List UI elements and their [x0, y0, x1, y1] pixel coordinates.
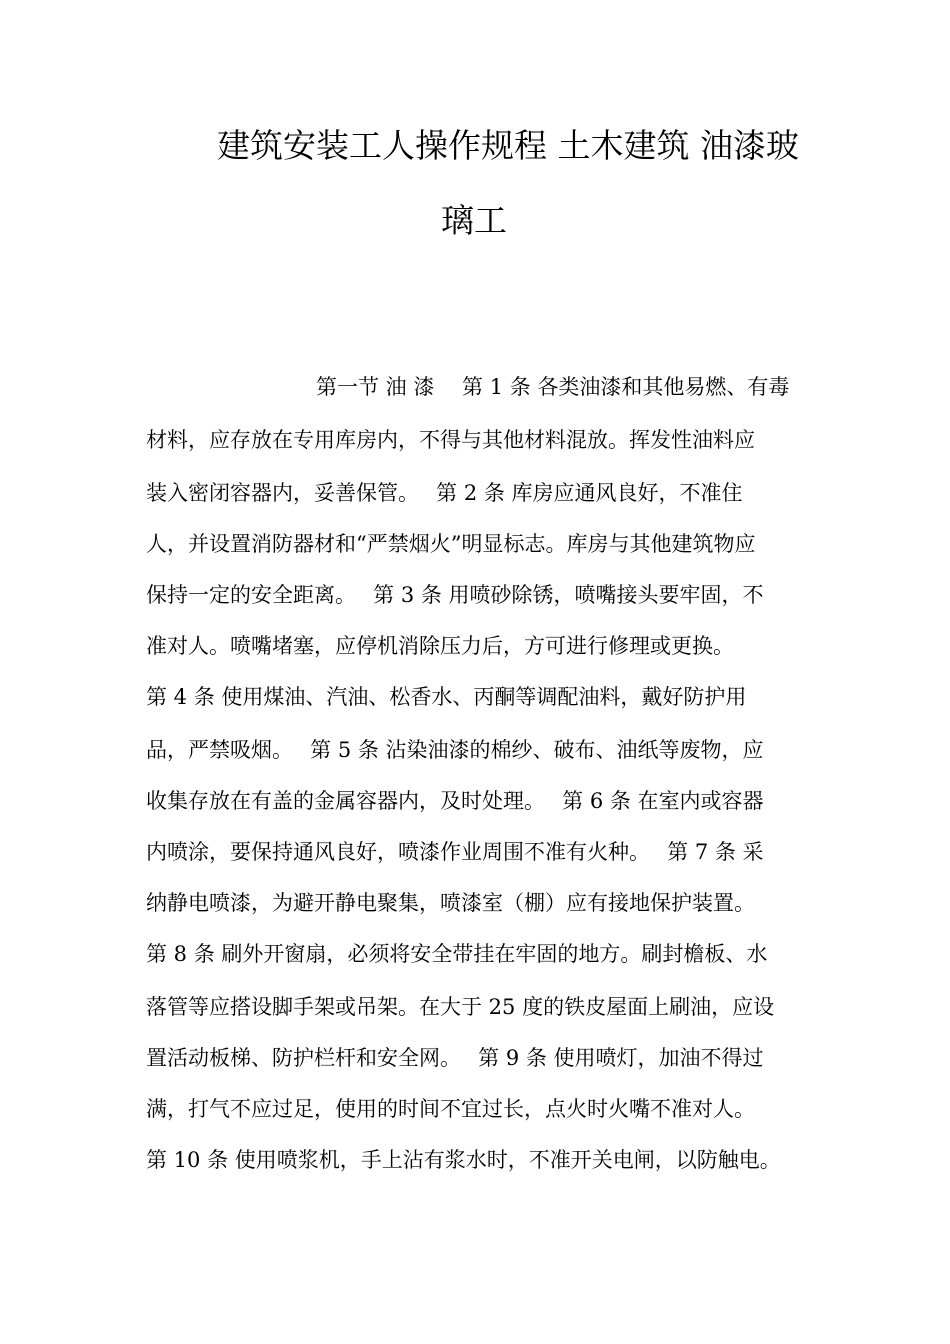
body-line: 第一节 油 漆 第 1 条 各类油漆和其他易燃、有毒 [316, 375, 790, 399]
body-line: 第 8 条 刷外开窗扇，必须将安全带挂在牢固的地方。刷封檐板、水 [146, 942, 768, 966]
body-line: 人，并设置消防器材和“严禁烟火”明显标志。库房与其他建筑物应 [146, 532, 756, 556]
body-line: 内喷涂，要保持通风良好，喷漆作业周围不准有火种。 第 7 条 采 [146, 840, 764, 864]
document-title-line-1: 建筑安装工人操作规程 土木建筑 油漆玻 [217, 126, 799, 165]
document-title-line-2: 璃工 [441, 201, 507, 240]
body-line: 第 10 条 使用喷浆机，手上沾有浆水时，不准开关电闸，以防触电。 [146, 1148, 781, 1172]
body-line: 品，严禁吸烟。 第 5 条 沾染油漆的棉纱、破布、油纸等废物，应 [146, 738, 764, 762]
body-line: 装入密闭容器内，妥善保管。 第 2 条 库房应通风良好，不准住 [146, 481, 743, 505]
body-line: 准对人。喷嘴堵塞，应停机消除压力后，方可进行修理或更换。 [146, 634, 734, 658]
body-line: 满，打气不应过足，使用的时间不宜过长，点火时火嘴不准对人。 [146, 1097, 755, 1121]
body-line: 材料，应存放在专用库房内，不得与其他材料混放。挥发性油料应 [146, 428, 755, 452]
body-line: 收集存放在有盖的金属容器内，及时处理。 第 6 条 在室内或容器 [146, 789, 764, 813]
body-line: 第 4 条 使用煤油、汽油、松香水、丙酮等调配油料，戴好防护用 [146, 685, 747, 709]
body-line: 纳静电喷漆，为避开静电聚集，喷漆室（棚）应有接地保护装置。 [146, 891, 755, 915]
body-line: 落管等应搭设脚手架或吊架。在大于 25 度的铁皮屋面上刷油，应设 [146, 995, 775, 1019]
body-line: 保持一定的安全距离。 第 3 条 用喷砂除锈，喷嘴接头要牢固，不 [146, 583, 764, 607]
body-line: 置活动板梯、防护栏杆和安全网。 第 9 条 使用喷灯，加油不得过 [146, 1046, 764, 1070]
